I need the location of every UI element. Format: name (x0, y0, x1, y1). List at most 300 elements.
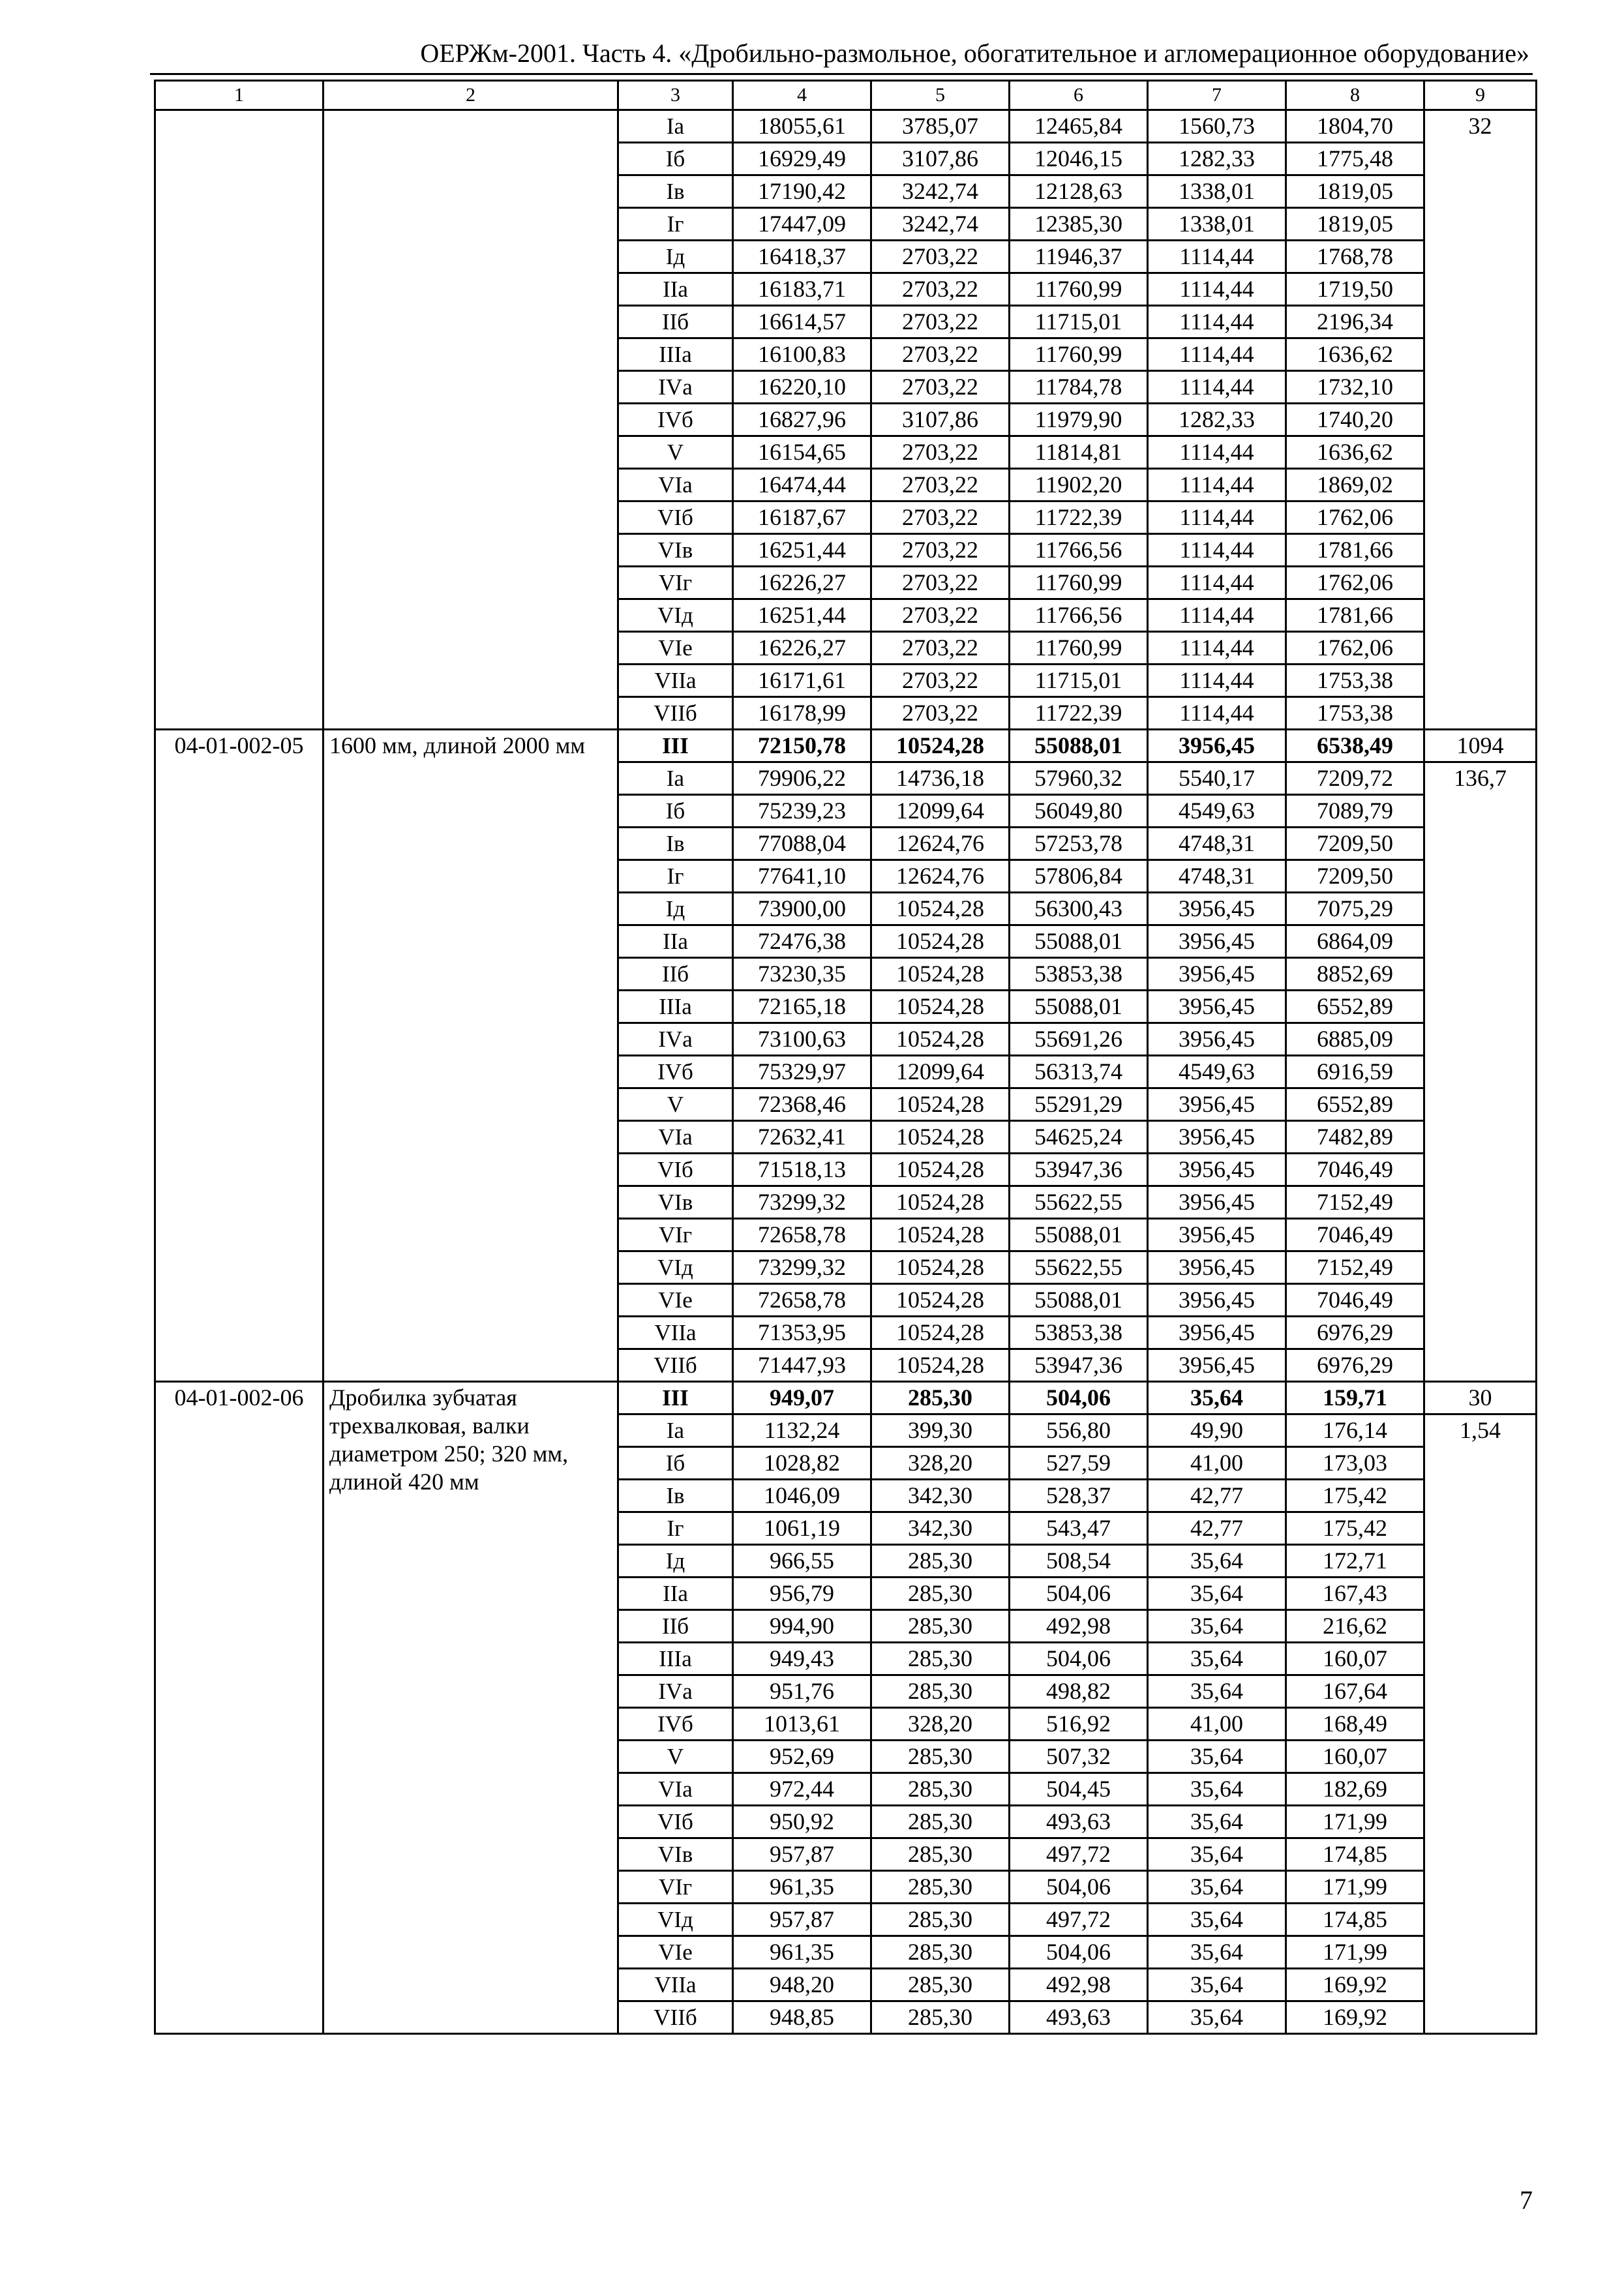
zone-label: Iа (618, 110, 733, 143)
cell-col8: 1753,38 (1286, 697, 1424, 730)
cell-col5: 2703,22 (871, 632, 1010, 665)
cell-col5: 285,30 (871, 1741, 1010, 1773)
cell-col7: 35,64 (1148, 1545, 1286, 1578)
cell-total: 73299,32 (733, 1186, 871, 1219)
cell-col5: 2703,22 (871, 665, 1010, 697)
cell-col5: 285,30 (871, 1382, 1010, 1414)
cell-col7: 42,77 (1148, 1512, 1286, 1545)
cell-total: 72658,78 (733, 1284, 871, 1317)
cell-col5: 285,30 (871, 1643, 1010, 1675)
cell-col8: 7089,79 (1286, 795, 1424, 828)
cell-col7: 35,64 (1148, 1806, 1286, 1838)
cell-total: 949,43 (733, 1643, 871, 1675)
cell-total: 72368,46 (733, 1088, 871, 1121)
cell-total: 72632,41 (733, 1121, 871, 1154)
cell-col7: 35,64 (1148, 1675, 1286, 1708)
cell-col8: 1819,05 (1286, 208, 1424, 241)
cell-col7: 35,64 (1148, 1643, 1286, 1675)
cell-col8: 182,69 (1286, 1773, 1424, 1806)
cell-total: 957,87 (733, 1904, 871, 1936)
cell-col6: 11722,39 (1010, 501, 1148, 534)
zone-label: IIIа (618, 991, 733, 1023)
cell-col7: 35,64 (1148, 2001, 1286, 2034)
cell-col6: 55088,01 (1010, 1219, 1148, 1251)
cell-col8: 7209,72 (1286, 762, 1424, 795)
cell-col5: 10524,28 (871, 1121, 1010, 1154)
cell-col8: 6976,29 (1286, 1317, 1424, 1349)
cell-col6: 54625,24 (1010, 1121, 1148, 1154)
cell-col9: 32 (1424, 110, 1537, 730)
cell-col8: 1781,66 (1286, 534, 1424, 567)
cell-col8: 175,42 (1286, 1512, 1424, 1545)
cell-col5: 285,30 (871, 1838, 1010, 1871)
cell-col8: 169,92 (1286, 1969, 1424, 2001)
cell-col6: 11760,99 (1010, 567, 1148, 599)
zone-label: IVа (618, 1675, 733, 1708)
cell-col8: 1732,10 (1286, 371, 1424, 404)
cell-col7: 1114,44 (1148, 697, 1286, 730)
cell-col5: 2703,22 (871, 697, 1010, 730)
item-name: Дробилка зубчатая трехвалковая, валки диаметром 250; 320 мм, длиной 420 мм (323, 1382, 618, 2034)
cell-col8: 1740,20 (1286, 404, 1424, 436)
cell-total: 72658,78 (733, 1219, 871, 1251)
cell-col5: 10524,28 (871, 730, 1010, 762)
cell-col7: 1114,44 (1148, 371, 1286, 404)
cell-col5: 2703,22 (871, 241, 1010, 273)
cell-total: 950,92 (733, 1806, 871, 1838)
table-row (155, 1382, 1537, 1414)
zone-label: Iв (618, 828, 733, 860)
column-header: 2 (323, 81, 618, 110)
cell-col8: 7209,50 (1286, 828, 1424, 860)
cell-col5: 10524,28 (871, 925, 1010, 958)
cell-col5: 10524,28 (871, 1154, 1010, 1186)
zone-label: VIб (618, 501, 733, 534)
cell-col5: 285,30 (871, 1773, 1010, 1806)
zone-label: Iв (618, 175, 733, 208)
cell-col7: 1114,44 (1148, 501, 1286, 534)
cell-total: 72150,78 (733, 730, 871, 762)
cell-col9: 1094 (1424, 730, 1537, 762)
zone-label: VIIб (618, 1349, 733, 1382)
cell-col5: 10524,28 (871, 1088, 1010, 1121)
cell-col6: 11766,56 (1010, 534, 1148, 567)
cell-col6: 11722,39 (1010, 697, 1148, 730)
cell-col6: 11715,01 (1010, 306, 1148, 338)
cell-total: 948,85 (733, 2001, 871, 2034)
zone-label: Iд (618, 241, 733, 273)
header-divider (150, 73, 1533, 75)
cell-col6: 498,82 (1010, 1675, 1148, 1708)
cell-col5: 2703,22 (871, 371, 1010, 404)
cell-col7: 35,64 (1148, 1773, 1286, 1806)
cell-col7: 3956,45 (1148, 1023, 1286, 1056)
cell-total: 16418,37 (733, 241, 871, 273)
cell-col6: 497,72 (1010, 1904, 1148, 1936)
cell-total: 956,79 (733, 1578, 871, 1610)
column-header: 3 (618, 81, 733, 110)
zone-label: VIд (618, 1904, 733, 1936)
cell-col6: 504,06 (1010, 1871, 1148, 1904)
cell-col7: 1114,44 (1148, 436, 1286, 469)
zone-label: VIб (618, 1806, 733, 1838)
cell-col5: 2703,22 (871, 306, 1010, 338)
cell-col7: 1338,01 (1148, 175, 1286, 208)
cell-col6: 516,92 (1010, 1708, 1148, 1741)
zone-label: VIд (618, 599, 733, 632)
cell-col6: 53853,38 (1010, 1317, 1148, 1349)
cell-col6: 504,06 (1010, 1578, 1148, 1610)
cell-col6: 12046,15 (1010, 143, 1148, 175)
zone-label: Iв (618, 1480, 733, 1512)
cell-col6: 11784,78 (1010, 371, 1148, 404)
cell-total: 16220,10 (733, 371, 871, 404)
zone-label: VIе (618, 1936, 733, 1969)
cell-col8: 1762,06 (1286, 567, 1424, 599)
zone-label: IVа (618, 1023, 733, 1056)
zone-label: VIе (618, 632, 733, 665)
cell-col8: 176,14 (1286, 1414, 1424, 1447)
cell-col7: 35,64 (1148, 1838, 1286, 1871)
cell-total: 71518,13 (733, 1154, 871, 1186)
cell-col7: 1114,44 (1148, 599, 1286, 632)
cell-col7: 35,64 (1148, 1936, 1286, 1969)
cell-col8: 174,85 (1286, 1838, 1424, 1871)
cell-col7: 1114,44 (1148, 273, 1286, 306)
cell-total: 948,20 (733, 1969, 871, 2001)
cell-col7: 3956,45 (1148, 893, 1286, 925)
cell-col5: 2703,22 (871, 567, 1010, 599)
cell-total: 73100,63 (733, 1023, 871, 1056)
cell-col9: 30 (1424, 1382, 1537, 1414)
cell-col5: 12099,64 (871, 795, 1010, 828)
item-name (323, 110, 618, 730)
zone-label: VIб (618, 1154, 733, 1186)
cell-col5: 10524,28 (871, 1023, 1010, 1056)
cell-col6: 556,80 (1010, 1414, 1148, 1447)
zone-label: IVб (618, 404, 733, 436)
cell-total: 77641,10 (733, 860, 871, 893)
cell-col7: 3956,45 (1148, 925, 1286, 958)
zone-label: V (618, 436, 733, 469)
cell-col6: 57806,84 (1010, 860, 1148, 893)
cell-col7: 41,00 (1148, 1708, 1286, 1741)
cell-col5: 399,30 (871, 1414, 1010, 1447)
cell-col6: 492,98 (1010, 1969, 1148, 2001)
cell-col8: 7152,49 (1286, 1186, 1424, 1219)
cell-col5: 10524,28 (871, 1251, 1010, 1284)
cell-col7: 3956,45 (1148, 1121, 1286, 1154)
cell-col5: 2703,22 (871, 599, 1010, 632)
cell-col6: 11766,56 (1010, 599, 1148, 632)
cell-col6: 55088,01 (1010, 925, 1148, 958)
cell-col7: 4549,63 (1148, 1056, 1286, 1088)
cell-col5: 328,20 (871, 1708, 1010, 1741)
cell-total: 72165,18 (733, 991, 871, 1023)
cell-col6: 53853,38 (1010, 958, 1148, 991)
cell-total: 16929,49 (733, 143, 871, 175)
cell-col7: 3956,45 (1148, 1154, 1286, 1186)
cell-col5: 342,30 (871, 1480, 1010, 1512)
cell-col6: 504,06 (1010, 1936, 1148, 1969)
zone-label: VIв (618, 534, 733, 567)
cell-col6: 493,63 (1010, 1806, 1148, 1838)
cell-total: 1013,61 (733, 1708, 871, 1741)
cell-col6: 504,45 (1010, 1773, 1148, 1806)
cell-total: 16251,44 (733, 599, 871, 632)
price-table (154, 80, 1537, 2035)
cell-col8: 1775,48 (1286, 143, 1424, 175)
zone-label: Iд (618, 1545, 733, 1578)
zone-label: Iг (618, 860, 733, 893)
cell-total: 961,35 (733, 1936, 871, 1969)
cell-col7: 3956,45 (1148, 730, 1286, 762)
cell-total: 72476,38 (733, 925, 871, 958)
cell-total: 75329,97 (733, 1056, 871, 1088)
column-number-row (155, 81, 1537, 110)
column-header: 7 (1148, 81, 1286, 110)
cell-col7: 1114,44 (1148, 567, 1286, 599)
cell-total: 16474,44 (733, 469, 871, 501)
cell-col7: 35,64 (1148, 1969, 1286, 2001)
cell-col7: 3956,45 (1148, 991, 1286, 1023)
cell-col8: 171,99 (1286, 1936, 1424, 1969)
cell-col5: 10524,28 (871, 1349, 1010, 1382)
cell-total: 17190,42 (733, 175, 871, 208)
column-header: 8 (1286, 81, 1424, 110)
cell-col8: 2196,34 (1286, 306, 1424, 338)
cell-total: 16100,83 (733, 338, 871, 371)
cell-col5: 285,30 (871, 1578, 1010, 1610)
cell-col8: 1719,50 (1286, 273, 1424, 306)
zone-label: III (618, 1382, 733, 1414)
zone-label: IIб (618, 1610, 733, 1643)
cell-col7: 5540,17 (1148, 762, 1286, 795)
table-row (155, 730, 1537, 762)
cell-col5: 3242,74 (871, 208, 1010, 241)
cell-total: 71353,95 (733, 1317, 871, 1349)
zone-label: VIIа (618, 1969, 733, 2001)
zone-label: Iа (618, 1414, 733, 1447)
cell-col5: 3785,07 (871, 110, 1010, 143)
cell-col8: 7046,49 (1286, 1284, 1424, 1317)
zone-label: Iб (618, 143, 733, 175)
cell-col6: 11946,37 (1010, 241, 1148, 273)
zone-label: VIд (618, 1251, 733, 1284)
cell-total: 952,69 (733, 1741, 871, 1773)
cell-col6: 53947,36 (1010, 1349, 1148, 1382)
cell-total: 16178,99 (733, 697, 871, 730)
cell-col6: 53947,36 (1010, 1154, 1148, 1186)
zone-label: VIа (618, 469, 733, 501)
cell-col8: 6916,59 (1286, 1056, 1424, 1088)
cell-col7: 3956,45 (1148, 1349, 1286, 1382)
cell-col7: 4748,31 (1148, 860, 1286, 893)
cell-col6: 55088,01 (1010, 991, 1148, 1023)
cell-col6: 55291,29 (1010, 1088, 1148, 1121)
cell-col8: 1636,62 (1286, 436, 1424, 469)
cell-col7: 1114,44 (1148, 534, 1286, 567)
cell-col6: 497,72 (1010, 1838, 1148, 1871)
cell-col8: 168,49 (1286, 1708, 1424, 1741)
cell-col7: 3956,45 (1148, 1088, 1286, 1121)
cell-col5: 285,30 (871, 1936, 1010, 1969)
cell-col7: 3956,45 (1148, 1317, 1286, 1349)
cell-col7: 1114,44 (1148, 306, 1286, 338)
cell-col6: 11760,99 (1010, 273, 1148, 306)
cell-col6: 528,37 (1010, 1480, 1148, 1512)
cell-col8: 7209,50 (1286, 860, 1424, 893)
zone-label: VIIа (618, 665, 733, 697)
cell-col7: 1114,44 (1148, 469, 1286, 501)
cell-col9: 136,7 (1424, 762, 1537, 1382)
cell-col8: 160,07 (1286, 1741, 1424, 1773)
item-name: 1600 мм, длиной 2000 мм (323, 730, 618, 1382)
cell-col6: 11760,99 (1010, 338, 1148, 371)
column-header: 6 (1010, 81, 1148, 110)
cell-col8: 167,43 (1286, 1578, 1424, 1610)
cell-col6: 508,54 (1010, 1545, 1148, 1578)
cell-total: 79906,22 (733, 762, 871, 795)
cell-total: 73230,35 (733, 958, 871, 991)
cell-col8: 1636,62 (1286, 338, 1424, 371)
cell-col8: 216,62 (1286, 1610, 1424, 1643)
cell-col8: 175,42 (1286, 1480, 1424, 1512)
cell-col6: 12128,63 (1010, 175, 1148, 208)
cell-col7: 35,64 (1148, 1904, 1286, 1936)
cell-col7: 1338,01 (1148, 208, 1286, 241)
zone-label: Iб (618, 795, 733, 828)
cell-col6: 11715,01 (1010, 665, 1148, 697)
cell-col5: 3107,86 (871, 143, 1010, 175)
cell-total: 994,90 (733, 1610, 871, 1643)
item-code: 04-01-002-05 (155, 730, 323, 1382)
cell-col5: 285,30 (871, 2001, 1010, 2034)
cell-col6: 12385,30 (1010, 208, 1148, 241)
cell-total: 966,55 (733, 1545, 871, 1578)
cell-col6: 11814,81 (1010, 436, 1148, 469)
cell-col5: 285,30 (871, 1545, 1010, 1578)
cell-total: 77088,04 (733, 828, 871, 860)
cell-col5: 285,30 (871, 1871, 1010, 1904)
cell-col5: 10524,28 (871, 1317, 1010, 1349)
cell-col5: 10524,28 (871, 1219, 1010, 1251)
cell-col5: 3242,74 (871, 175, 1010, 208)
cell-col8: 1753,38 (1286, 665, 1424, 697)
cell-col7: 3956,45 (1148, 1284, 1286, 1317)
cell-total: 951,76 (733, 1675, 871, 1708)
cell-col6: 12465,84 (1010, 110, 1148, 143)
cell-col6: 493,63 (1010, 2001, 1148, 2034)
zone-label: VIв (618, 1186, 733, 1219)
zone-label: Iг (618, 208, 733, 241)
cell-col5: 14736,18 (871, 762, 1010, 795)
cell-col8: 8852,69 (1286, 958, 1424, 991)
cell-col8: 6552,89 (1286, 991, 1424, 1023)
cell-col5: 285,30 (871, 1610, 1010, 1643)
cell-col6: 55088,01 (1010, 1284, 1148, 1317)
cell-col7: 1560,73 (1148, 110, 1286, 143)
cell-col7: 4549,63 (1148, 795, 1286, 828)
zone-label: Iг (618, 1512, 733, 1545)
cell-total: 957,87 (733, 1838, 871, 1871)
cell-col8: 174,85 (1286, 1904, 1424, 1936)
cell-col6: 543,47 (1010, 1512, 1148, 1545)
zone-label: VIг (618, 1871, 733, 1904)
cell-col5: 2703,22 (871, 534, 1010, 567)
cell-col5: 2703,22 (871, 501, 1010, 534)
cell-col6: 55691,26 (1010, 1023, 1148, 1056)
cell-col8: 1768,78 (1286, 241, 1424, 273)
cell-col5: 2703,22 (871, 338, 1010, 371)
cell-col5: 10524,28 (871, 1186, 1010, 1219)
cell-col6: 527,59 (1010, 1447, 1148, 1480)
cell-col7: 4748,31 (1148, 828, 1286, 860)
zone-label: V (618, 1741, 733, 1773)
cell-col7: 35,64 (1148, 1610, 1286, 1643)
cell-col8: 172,71 (1286, 1545, 1424, 1578)
cell-col6: 57960,32 (1010, 762, 1148, 795)
cell-col8: 7046,49 (1286, 1154, 1424, 1186)
zone-label: VIа (618, 1773, 733, 1806)
cell-col5: 10524,28 (871, 1284, 1010, 1317)
cell-col8: 173,03 (1286, 1447, 1424, 1480)
cell-col5: 285,30 (871, 1904, 1010, 1936)
zone-label: VIе (618, 1284, 733, 1317)
zone-label: III (618, 730, 733, 762)
cell-col7: 1282,33 (1148, 404, 1286, 436)
zone-label: IIIа (618, 338, 733, 371)
cell-col7: 35,64 (1148, 1382, 1286, 1414)
zone-label: VIа (618, 1121, 733, 1154)
cell-col7: 3956,45 (1148, 1251, 1286, 1284)
cell-col6: 492,98 (1010, 1610, 1148, 1643)
zone-label: VIIа (618, 1317, 733, 1349)
cell-total: 18055,61 (733, 110, 871, 143)
column-header: 4 (733, 81, 871, 110)
item-code: 04-01-002-06 (155, 1382, 323, 2034)
cell-col7: 3956,45 (1148, 958, 1286, 991)
cell-col7: 41,00 (1148, 1447, 1286, 1480)
cell-col7: 35,64 (1148, 1871, 1286, 1904)
cell-col5: 285,30 (871, 1969, 1010, 2001)
cell-total: 16183,71 (733, 273, 871, 306)
cell-col5: 342,30 (871, 1512, 1010, 1545)
cell-col5: 10524,28 (871, 958, 1010, 991)
cell-col6: 57253,78 (1010, 828, 1148, 860)
zone-label: IVб (618, 1708, 733, 1741)
cell-total: 972,44 (733, 1773, 871, 1806)
cell-col7: 42,77 (1148, 1480, 1286, 1512)
cell-col7: 1114,44 (1148, 632, 1286, 665)
table-row (155, 110, 1537, 143)
zone-label: V (618, 1088, 733, 1121)
cell-col5: 2703,22 (871, 273, 1010, 306)
cell-col8: 171,99 (1286, 1871, 1424, 1904)
cell-col7: 49,90 (1148, 1414, 1286, 1447)
cell-total: 16187,67 (733, 501, 871, 534)
zone-label: IIа (618, 1578, 733, 1610)
zone-label: Iд (618, 893, 733, 925)
column-header: 1 (155, 81, 323, 110)
document-header-title: ОЕРЖм-2001. Часть 4. «Дробильно-размольное, обогатительное и агломерационное оборудование» (420, 38, 1529, 68)
cell-col8: 6864,09 (1286, 925, 1424, 958)
cell-total: 1061,19 (733, 1512, 871, 1545)
cell-total: 73299,32 (733, 1251, 871, 1284)
cell-col7: 1114,44 (1148, 241, 1286, 273)
cell-col6: 55088,01 (1010, 730, 1148, 762)
cell-col5: 2703,22 (871, 436, 1010, 469)
